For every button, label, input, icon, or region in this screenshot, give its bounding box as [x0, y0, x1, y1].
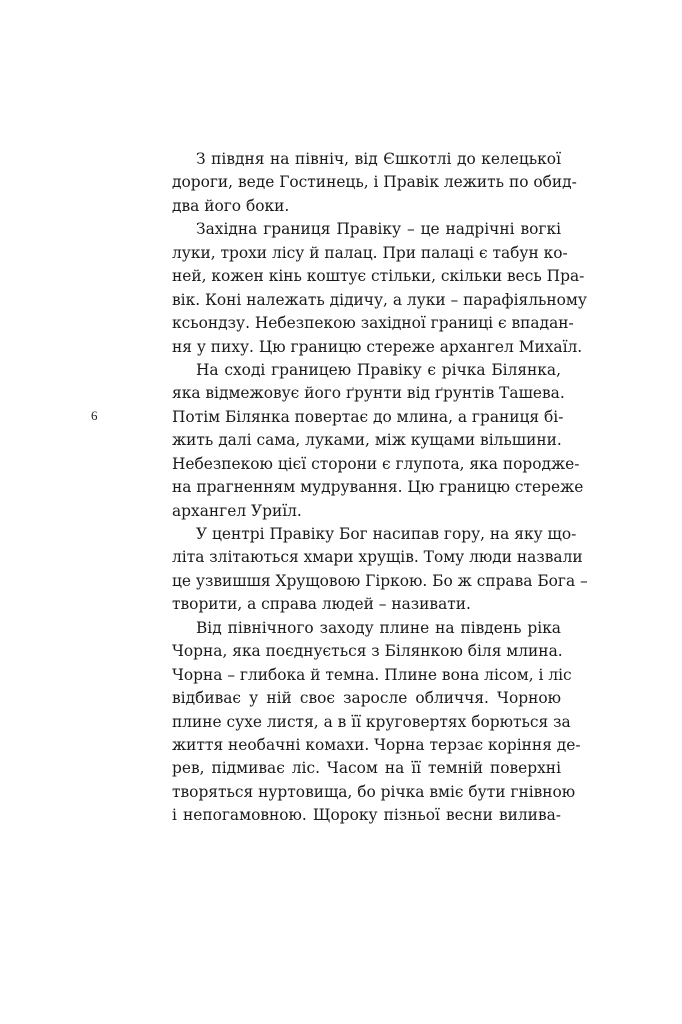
- text-line: творити, а справа людей – називати.: [172, 595, 471, 614]
- text-line: ней, кожен кінь коштує стільки, скільки весь Пра-: [172, 267, 585, 286]
- text-line: архангел Уриїл.: [172, 501, 302, 520]
- text-line: ксьондзу. Небезпекою західної границі є впадан-: [172, 314, 574, 333]
- text-line: луки, трохи лісу й палац. При палаці є табун ко-: [172, 243, 568, 262]
- text-line: жить далі сама, луками, між кущами вільшини.: [172, 431, 562, 450]
- text-line: відбиває у ній своє заросле обличчя. Чорною: [172, 689, 561, 708]
- paragraph: [172, 148, 577, 218]
- text-line: це узвишшя Хрущовою Гіркою. Бо ж справа Бога –: [172, 571, 588, 590]
- text-line: дороги, веде Гостинець, і Правік лежить по обид-: [172, 173, 577, 192]
- text-line: літа злітаються хмари хрущів. Тому люди назвали: [172, 548, 583, 567]
- body-text: [172, 148, 588, 828]
- text-line: і непогамовною. Щороку пізньої весни вилива-: [172, 806, 561, 825]
- text-line: творяться нуртовища, бо річка вміє бути гнівною: [172, 782, 576, 801]
- paragraph: [172, 359, 584, 523]
- text-line: плине сухе листя, а в її круговертях борються за: [172, 712, 571, 731]
- paragraph: [172, 617, 581, 828]
- text-line: два його боки.: [172, 196, 290, 215]
- text-line: на прагненням мудрування. Цю границю стереже: [172, 478, 584, 497]
- text-line: Від північного заходу плине на південь ріка: [196, 618, 561, 637]
- text-line: життя необачні комахи. Чорна терзає коріння де-: [172, 735, 581, 754]
- text-line: З півдня на північ, від Єшкотлі до келецької: [196, 150, 561, 168]
- text-line: Західна границя Правіку – це надрічні вогкі: [196, 220, 561, 239]
- text-line: На сході границею Правіку є річка Білянка,: [196, 360, 561, 379]
- text-line: Чорна, яка поєднується з Білянкою біля млина.: [172, 642, 563, 661]
- page-number: 6: [91, 408, 98, 423]
- text-line: ня у пиху. Цю границю стереже архангел Михаїл.: [172, 337, 583, 356]
- text-line: рев, підмиває ліс. Часом на її темній поверхні: [172, 759, 561, 778]
- text-line: Небезпекою цієї сторони є глупота, яка породже-: [172, 454, 580, 473]
- text-line: вік. Коні належать дідичу, а луки – парафіяльному: [172, 290, 587, 309]
- paragraph: [172, 218, 587, 359]
- paragraph: [172, 523, 588, 617]
- text-line: яка відмежовує його ґрунти від ґрунтів Ташева.: [172, 384, 565, 403]
- text-line: У центрі Правіку Бог насипав гору, на яку що-: [196, 525, 577, 543]
- text-line: Потім Білянка повертає до млина, а границя бі-: [172, 407, 564, 426]
- text-line: Чорна – глибока й темна. Плине вона лісом, і ліс: [172, 665, 572, 684]
